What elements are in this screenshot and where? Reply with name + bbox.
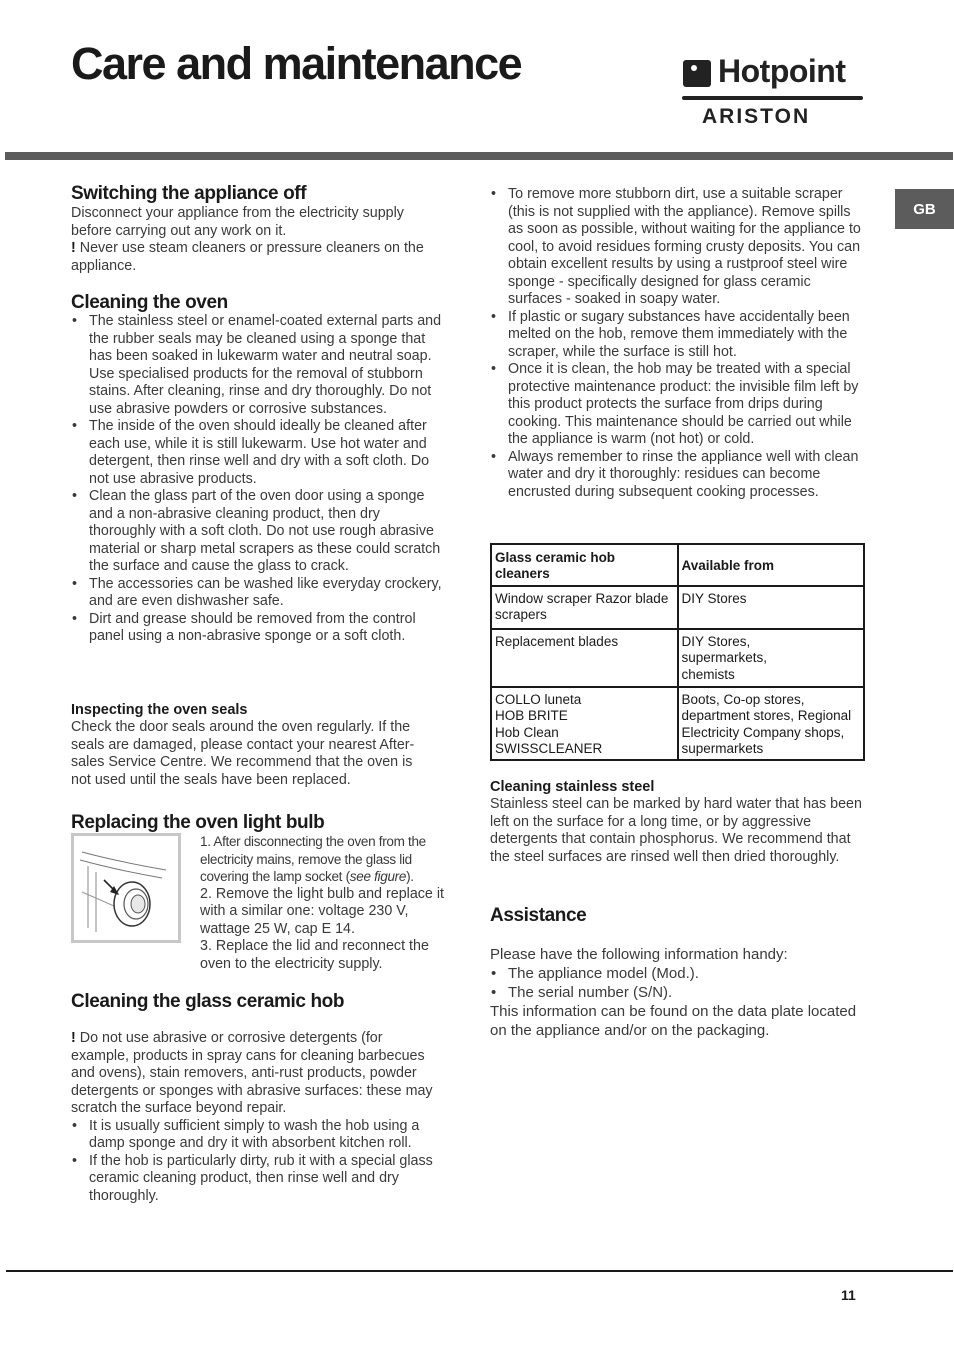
hob-heading: Cleaning the glass ceramic hob (71, 991, 345, 1012)
bulb-heading: Replacing the oven light bulb (71, 812, 325, 833)
table-header: Available from (678, 544, 865, 586)
table-header-row (491, 544, 864, 586)
table-header: Glass ceramic hob cleaners (491, 544, 678, 586)
lamp-socket-figure (71, 833, 181, 943)
bulb-step-3: 3. Replace the lid and reconnect the oven to the electricity supply. (200, 938, 429, 972)
page-number: 11 (841, 1287, 856, 1303)
stainless-body: Stainless steel can be marked by hard water that has been left on the surface for a long time, or by aggressive detergents that contain phosphorus. We recommend that the steel surfaces are rinsed well then dried thoroughly. (490, 796, 862, 865)
list-item: • Once it is clean, the hob may be treated with a special protective maintenance product: the invisible film left by this product protects the surface from drips during cooking. This maintenance should be carried out while the appliance is warm (not hot) or cold. (490, 361, 864, 449)
table-row (491, 687, 864, 760)
table-cell: Replacement blades (491, 629, 678, 687)
switching-warning-text: Never use steam cleaners or pressure cleaners on the appliance. (71, 240, 424, 274)
list-item: • Clean the glass part of the oven door using a sponge and a non-abrasive cleaning product, then dry thoroughly with a soft cloth. Do not use rough abrasive material or sharp metal scrapers as these could scratch the surface and cause the glass to crack. (71, 488, 444, 576)
page-title: Care and maintenance (71, 38, 522, 89)
bulb-step-1-end: ). (406, 869, 414, 884)
table-cell: Window scraper Razor blade scrapers (491, 586, 678, 629)
logo-bar (682, 96, 863, 100)
list-item: • To remove more stubborn dirt, use a suitable scraper (this is not supplied with the appliance). Remove spills as soon as possible, without waiting for the appliance to cool, to avoid residues forming crusty deposits. You can obtain excellent results by using a rustproof steel wire sponge - specifically designed for glass ceramic surfaces - soaked in soapy water. (490, 186, 864, 309)
hob-warning-text: Do not use abrasive or corrosive detergents (for example, products in spray cans for cleaning barbecues and ovens), stain removers, anti-rust products, powder detergents or sponges with abrasive surfaces: these may scratch the surface beyond repair. (71, 1030, 433, 1116)
seals-body: Check the door seals around the oven regularly. If the seals are damaged, please contact your nearest After-sales Service Centre. We recommend that the oven is not used until the seals have been replaced. (71, 719, 415, 788)
list-item: • The appliance model (Mod.). (490, 964, 864, 983)
switching-warning (71, 240, 444, 275)
seals-heading: Inspecting the oven seals (71, 702, 248, 718)
list-item: • If plastic or sugary substances have accidentally been melted on the hob, remove them immediately with the scraper, while the surface is still hot. (490, 309, 864, 362)
list-item: • The stainless steel or enamel-coated external parts and the rubber seals may be cleaned using a sponge that has been soaked in lukewarm water and neutral soap. Use specialised products for the removal of stubborn stains. After cleaning, rinse and dry thoroughly. Do not use abrasive powders or corrosive substances. (71, 313, 444, 418)
cleaning-oven-list (71, 313, 444, 646)
switching-section (71, 205, 444, 275)
lamp-socket-icon (74, 836, 178, 940)
cleaning-oven-heading: Cleaning the oven (71, 292, 228, 313)
see-figure-ref: see figure (349, 869, 407, 884)
list-item: • It is usually sufficient simply to wash the hob using a damp sponge and dry it with absorbent kitchen roll. (71, 1118, 444, 1153)
list-item: • Always remember to rinse the appliance well with clean water and dry it thoroughly: residues can become encrusted during subsequent cooking processes. (490, 449, 864, 502)
bulb-step-1: 1. After disconnecting the oven from the electricity mains, remove the glass lid covering the lamp socket ( (200, 834, 426, 884)
language-tab: GB (895, 189, 954, 229)
switching-body: Disconnect your appliance from the electricity supply before carrying out any work on it. (71, 205, 404, 239)
bulb-step-2: 2. Remove the light bulb and replace it with a similar one: voltage 230 V, wattage 25 W, cap E 14. (200, 885, 444, 937)
assistance-heading: Assistance (490, 905, 587, 926)
table-cell: DIY Stores (678, 586, 865, 629)
hob-warning (71, 1030, 444, 1118)
hob-list-continued (490, 186, 864, 501)
cleaners-table (490, 543, 865, 761)
table-row (491, 586, 864, 629)
list-item: • The accessories can be washed like everyday crockery, and are even dishwasher safe. (71, 576, 444, 611)
table-row (491, 629, 864, 687)
logo-mark-icon (683, 60, 711, 87)
assistance-intro: Please have the following information handy: (490, 946, 788, 963)
footer-divider (6, 1270, 953, 1272)
hob-list (71, 1118, 444, 1206)
switching-heading: Switching the appliance off (71, 183, 307, 204)
warning-mark: ! (71, 240, 76, 256)
assistance-outro: This information can be found on the data plate located on the appliance and/or on the packaging. (490, 1003, 857, 1039)
stainless-heading: Cleaning stainless steel (490, 779, 655, 795)
header-divider (5, 152, 953, 160)
table-cell: COLLO luneta HOB BRITE Hob Clean SWISSCLEANER (491, 687, 678, 760)
hob-section (71, 1030, 444, 1205)
warning-mark: ! (71, 1030, 76, 1046)
list-item: • The serial number (S/N). (490, 983, 864, 1002)
hotpoint-ariston-logo (682, 55, 864, 130)
table-cell: DIY Stores, supermarkets, chemists (678, 629, 865, 687)
bulb-section (71, 833, 444, 973)
list-item: • If the hob is particularly dirty, rub it with a special glass ceramic cleaning product, then rinse well and dry thoroughly. (71, 1153, 444, 1206)
assistance-section (490, 945, 864, 1040)
table-cell: Boots, Co-op stores, department stores, Regional Electricity Company shops, supermarkets (678, 687, 865, 760)
list-item: • The inside of the oven should ideally be cleaned after each use, while it is still lukewarm. Use hot water and detergent, then rinse well and dry with a soft cloth. Do not use abrasive products. (71, 418, 444, 488)
assistance-list (490, 964, 864, 1002)
bulb-steps (200, 833, 444, 973)
logo-sub: ARISTON (702, 105, 811, 128)
logo-brand: Hotpoint (718, 53, 846, 89)
list-item: • Dirt and grease should be removed from the control panel using a non-abrasive sponge or a soft cloth. (71, 611, 444, 646)
